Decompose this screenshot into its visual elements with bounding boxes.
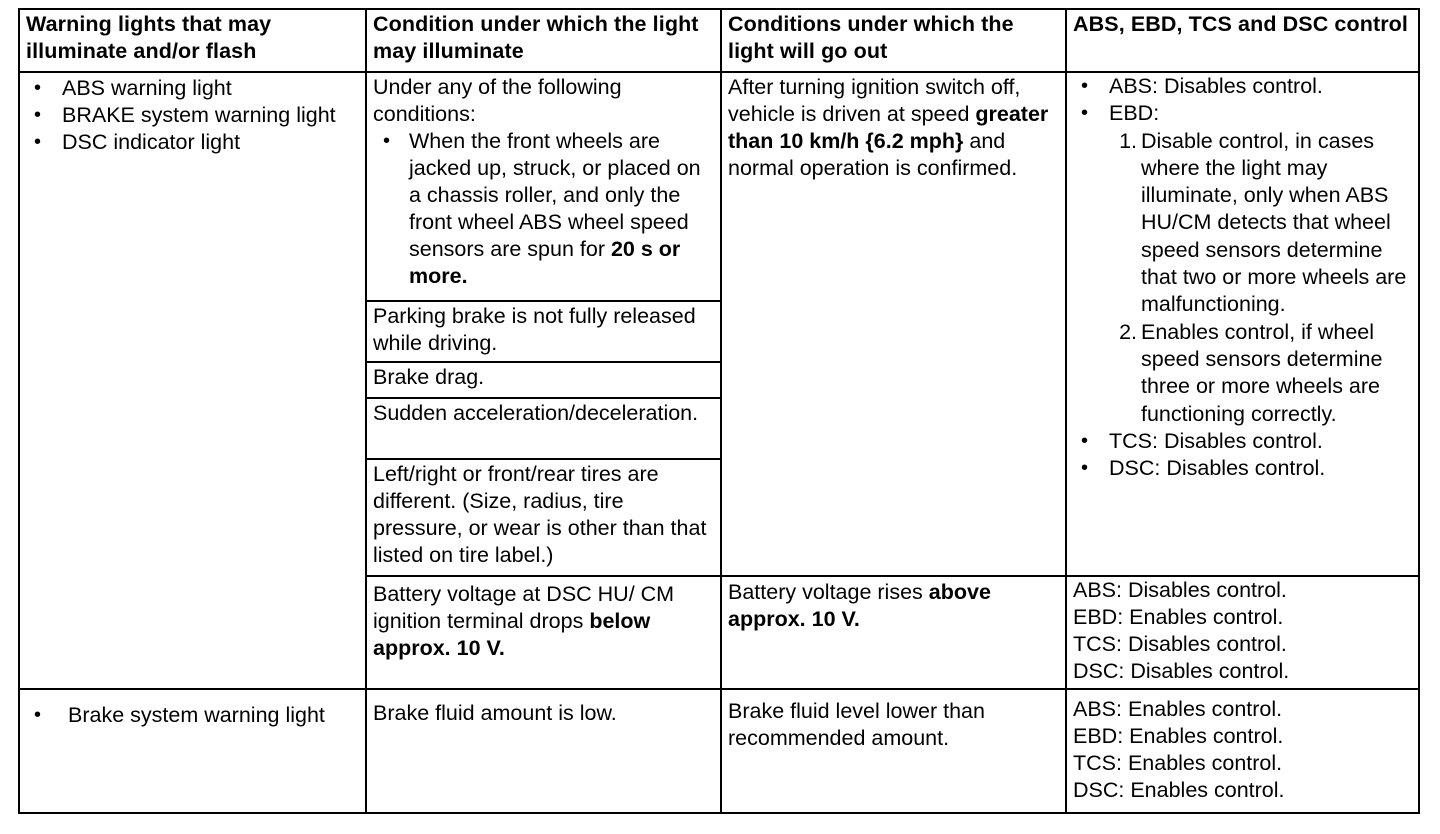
list-item: • Brake system warning light [26, 702, 361, 729]
header-control: ABS, EBD, TCS and DSC control [1066, 9, 1419, 72]
list-number: 1. [1119, 128, 1137, 153]
list-item: • ABS warning light [26, 75, 361, 102]
list-item [373, 128, 716, 290]
warning-light-table [18, 8, 1420, 814]
control-line: ABS: Disables control. [1073, 578, 1287, 603]
control-line: ABS: Enables control. [1073, 697, 1283, 722]
list-item: • DSC indicator light [26, 129, 361, 156]
lights-cell-group1 [19, 72, 366, 689]
ebd-label: EBD: [1109, 101, 1160, 126]
control-line: DSC: Enables control. [1073, 778, 1285, 803]
control-cell-fluid [1066, 689, 1419, 813]
list-item [1119, 128, 1414, 319]
battery-goout-bold: above approx. 10 V. [728, 580, 991, 632]
list-item: • TCS: Disables control. [1073, 428, 1414, 455]
lights-list [26, 75, 361, 156]
control-line: EBD: Enables control. [1073, 605, 1284, 630]
goout-cell-battery [721, 576, 1066, 689]
condition-intro: Under any of the following conditions: [373, 75, 622, 126]
lights-list [26, 702, 361, 729]
control-line: EBD: Enables control. [1073, 724, 1284, 749]
control-line: DSC: Disables control. [1073, 659, 1290, 684]
goout-text-2: and normal operation is confirmed. [728, 129, 1018, 180]
goout-bold: greater than 10 km/h {6.2 mph} [728, 102, 1049, 153]
list-item: • ABS: Disables control. [1073, 73, 1414, 100]
condition-bullet-bold: 20 s or more. [409, 237, 681, 288]
condition-cell-fluid: Brake fluid amount is low. [366, 689, 721, 813]
condition-cell-parking: Parking brake is not fully released while driving. [366, 301, 721, 362]
condition-cell-drag: Brake drag. [366, 362, 721, 398]
list-number: 2. [1119, 319, 1137, 344]
condition-cell-jacked [366, 72, 721, 301]
condition-sublist [373, 128, 716, 290]
goout-cell-fluid: Brake fluid level lower than recommended amount. [721, 689, 1066, 813]
control-cell-group1 [1066, 72, 1419, 576]
list-item [1073, 100, 1414, 428]
header-condition-illuminate: Condition under which the light may illuminate [366, 9, 721, 72]
condition-cell-tires: Left/right or front/rear tires are different. (Size, radius, tire pressure, or wear is other than that listed on tire label.) [366, 459, 721, 576]
control-list [1073, 73, 1414, 482]
header-row [19, 9, 1419, 72]
header-condition-go-out: Conditions under which the light will go out [721, 9, 1066, 72]
battery-goout-text: Battery voltage rises [728, 580, 929, 605]
battery-condition-text: Battery voltage at DSC HU/ CM ignition terminal drops [373, 582, 675, 634]
ebd-item-text: Enables control, if wheel speed sensors determine three or more wheels are functioning correctly. [1141, 319, 1383, 426]
ebd-item-text: Disable control, in cases where the light may illuminate, only when ABS HU/CM detects that wheel speed sensors determine that two or more wheels are malfunctioning. [1141, 128, 1407, 317]
lights-cell-group2 [19, 689, 366, 813]
list-item: • BRAKE system warning light [26, 102, 361, 129]
list-item: • DSC: Disables control. [1073, 455, 1414, 482]
table-row [19, 689, 1419, 813]
condition-cell-battery [366, 576, 721, 689]
list-item [1119, 319, 1414, 428]
condition-bullet-text: When the front wheels are jacked up, struck, or placed on a chassis roller, and only the front wheel ABS wheel speed sensors are spun for [409, 129, 701, 261]
goout-cell-group1 [721, 72, 1066, 576]
goout-text-1: After turning ignition switch off, vehicle is driven at speed [728, 75, 1021, 126]
condition-cell-sudden: Sudden acceleration/deceleration. [366, 398, 721, 459]
ebd-numbered-list [1109, 128, 1414, 428]
control-line: TCS: Enables control. [1073, 751, 1283, 776]
header-warning-lights: Warning lights that may illuminate and/or flash [19, 9, 366, 72]
battery-condition-bold: below approx. 10 V. [373, 609, 651, 661]
control-cell-battery [1066, 576, 1419, 689]
table-row [19, 72, 1419, 301]
control-line: TCS: Disables control. [1073, 632, 1287, 657]
